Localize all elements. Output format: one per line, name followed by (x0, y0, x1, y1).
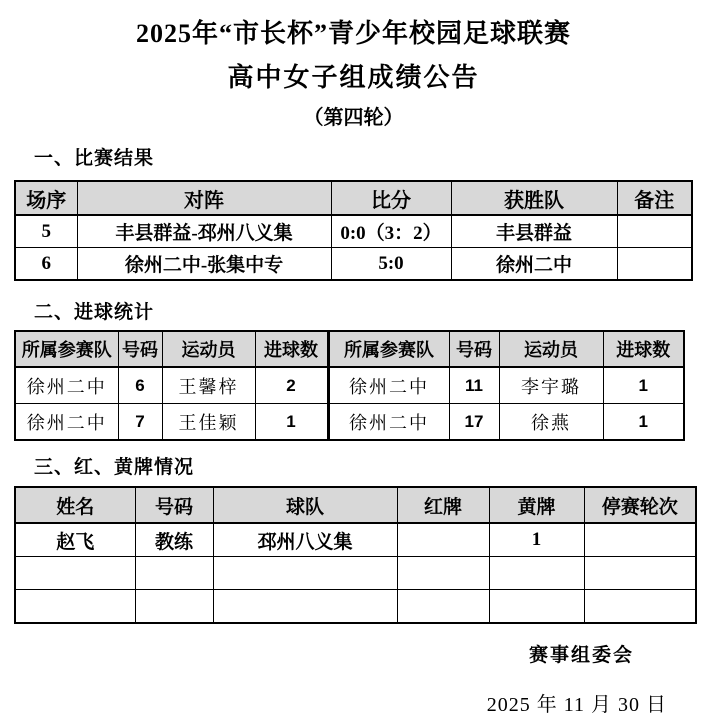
table-cell: 徐州二中 (15, 404, 118, 441)
round-label: （第四轮） (303, 107, 404, 129)
table-cell: 1 (603, 367, 684, 404)
table-cell: 17 (449, 404, 499, 441)
table-row (15, 367, 684, 404)
table-cell (584, 557, 696, 590)
table-cell: 徐州二中-张集中专 (77, 248, 331, 281)
section-heading-results: 一、比赛结果 (34, 148, 155, 169)
header-row (15, 181, 692, 215)
header-row (15, 487, 696, 523)
table-cell: 6 (118, 367, 162, 404)
column-header: 姓名 (15, 487, 135, 523)
table-cell (617, 248, 692, 281)
table-row (15, 404, 684, 441)
table-cell: 丰县群益-邳州八义集 (77, 215, 331, 248)
table-cell: 1 (489, 523, 584, 557)
column-header: 号码 (449, 331, 499, 367)
column-header: 停赛轮次 (584, 487, 696, 523)
header-row (15, 331, 684, 367)
column-header: 红牌 (397, 487, 489, 523)
document-date: 2025 年 11 月 30 日 (486, 694, 667, 716)
column-header: 获胜队 (451, 181, 617, 215)
table-cell (135, 590, 213, 624)
organizing-committee-signature: 赛事组委会 (528, 645, 634, 666)
table-cell: 李宇璐 (499, 367, 603, 404)
results-table (14, 180, 693, 281)
goals-table (14, 330, 685, 441)
table-cell: 0:0（3：2） (331, 215, 451, 248)
table-cell: 徐州二中 (328, 367, 449, 404)
page-subtitle: 高中女子组成绩公告 (227, 63, 480, 92)
table-cell: 教练 (135, 523, 213, 557)
column-header: 进球数 (255, 331, 328, 367)
column-header: 备注 (617, 181, 692, 215)
column-header: 球队 (213, 487, 397, 523)
column-header: 比分 (331, 181, 451, 215)
table-row (15, 557, 696, 590)
table-cell: 2 (255, 367, 328, 404)
table-row (15, 523, 696, 557)
column-header: 号码 (135, 487, 213, 523)
table-cell (397, 590, 489, 624)
table-cell: 1 (255, 404, 328, 441)
column-header: 号码 (118, 331, 162, 367)
table-cell: 赵飞 (15, 523, 135, 557)
column-header: 对阵 (77, 181, 331, 215)
table-cell (584, 590, 696, 624)
table-cell (135, 557, 213, 590)
table-row (15, 248, 692, 281)
table-row (15, 215, 692, 248)
table-cell: 5 (15, 215, 77, 248)
table-cell: 徐燕 (499, 404, 603, 441)
section-heading-cards: 三、红、黄牌情况 (34, 457, 195, 478)
table-cell (397, 523, 489, 557)
column-header: 进球数 (603, 331, 684, 367)
table-cell (617, 215, 692, 248)
page-title: 2025年“市长杯”青少年校园足球联赛 (135, 19, 571, 48)
column-header: 场序 (15, 181, 77, 215)
table-cell: 徐州二中 (451, 248, 617, 281)
table-cell (15, 590, 135, 624)
table-cell: 徐州二中 (328, 404, 449, 441)
table-cell (397, 557, 489, 590)
table-cell (489, 557, 584, 590)
section-heading-goals: 二、进球统计 (34, 302, 155, 323)
cards-table (14, 486, 697, 624)
column-header: 运动员 (162, 331, 255, 367)
table-cell (213, 590, 397, 624)
table-cell: 徐州二中 (15, 367, 118, 404)
table-cell: 6 (15, 248, 77, 281)
table-cell: 王佳颖 (162, 404, 255, 441)
table-cell: 11 (449, 367, 499, 404)
column-header: 黄牌 (489, 487, 584, 523)
table-cell (584, 523, 696, 557)
table-cell: 丰县群益 (451, 215, 617, 248)
table-cell: 5:0 (331, 248, 451, 281)
table-cell (213, 557, 397, 590)
table-cell (15, 557, 135, 590)
table-row (15, 590, 696, 624)
table-cell: 1 (603, 404, 684, 441)
table-cell (489, 590, 584, 624)
table-cell: 7 (118, 404, 162, 441)
table-cell: 邳州八义集 (213, 523, 397, 557)
column-header: 所属参赛队 (15, 331, 118, 367)
table-cell: 王馨梓 (162, 367, 255, 404)
column-header: 运动员 (499, 331, 603, 367)
column-header: 所属参赛队 (328, 331, 449, 367)
